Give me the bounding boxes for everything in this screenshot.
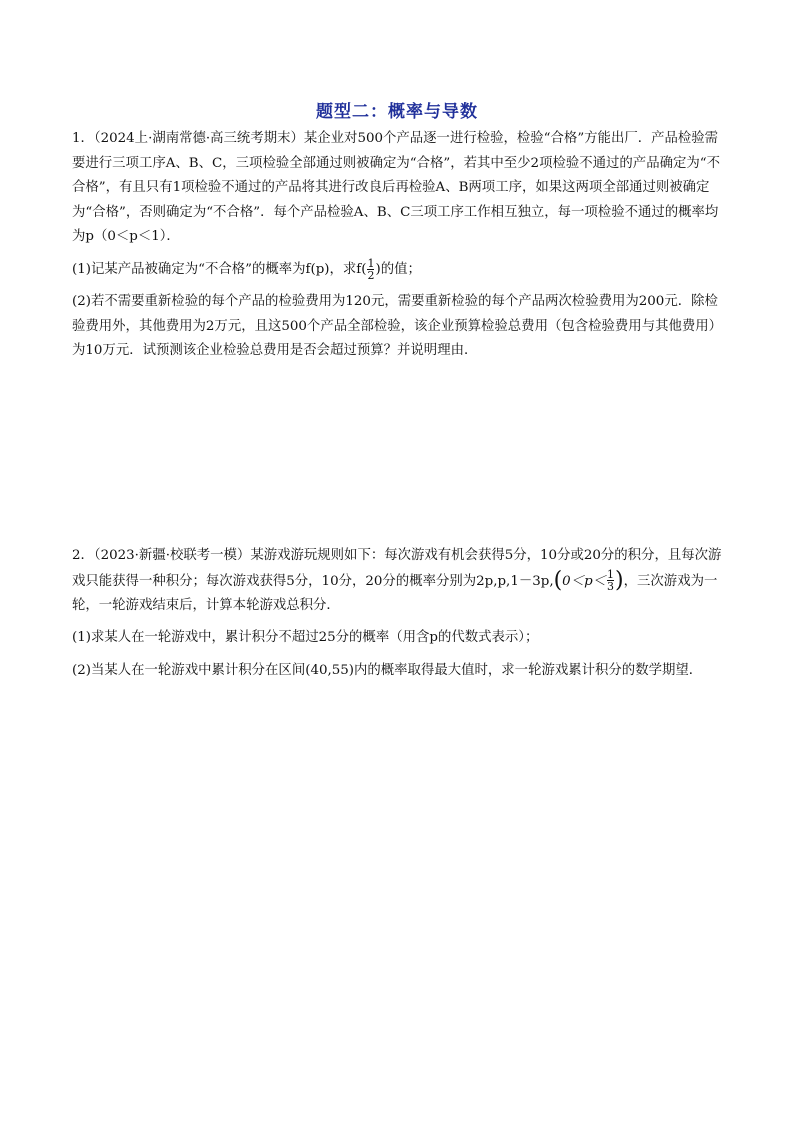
question-1-part-1 [72,258,722,283]
question-1 [72,127,722,364]
right-paren: ) [615,567,624,593]
q2-stem-suffix: ，三次游戏为一轮，一轮游戏结束后，计算本轮游戏总积分． [72,573,718,613]
question-2-part-2: (2)当某人在一轮游戏中累计积分在区间(40,55)内的概率取得最大值时，求一轮游戏累计积分的数学期望． [72,662,703,678]
section-title: 题型二：概率与导数 [316,102,478,122]
fraction-one-third [607,569,614,592]
q2-condition: 0＜p＜ [562,573,607,589]
fraction-denominator: 2 [367,268,375,282]
question-1-part-2: (2)若不需要重新检验的每个产品的检验费用为120元，需要重新检验的每个产品两次检验费用为200元．除检验费用外，其他费用为2万元，且这500个产品全部检验，该企业预算检验总费用（包含检验费用与其他费用）为10万元．试预测该企业检验总费用是否会超过预算？并说明理由． [72,294,718,358]
question-2-stem [72,544,722,618]
fraction-one-half [367,258,374,281]
q1-part1-suffix: )的值； [375,261,421,277]
fraction-denominator: 3 [607,580,615,594]
question-2-part-1: (1)求某人在一轮游戏中，累计积分不超过25分的概率（用含p的代数式表示）； [72,630,539,646]
fraction-numerator: 1 [607,568,615,582]
q2-stem-prefix: 2．（2023·新疆·校联考一模）某游戏游玩规则如下：每次游戏有机会获得5分，10分或20分的积分，且每次游戏只能获得一种积分；每次游戏获得5分，10分，20分的概率分别为2p,p,1－3p, [72,548,722,589]
left-paren: ( [553,567,563,593]
question-2 [72,544,722,683]
q1-part1-prefix: (1)记某产品被确定为“不合格”的概率为f(p)，求f( [72,261,367,277]
fraction-numerator: 1 [367,256,375,270]
question-1-stem: 1．（2024上·湖南常德·高三统考期末）某企业对500个产品逐一进行检验，检验“合格”方能出厂．产品检验需要进行三项工序A、B、C，三项检验全部通过则被确定为“合格”，若其中至少2项检验不通过的产品确定为“不合格”，有且只有1项检验不通过的产品将其进行改良后再检验A、B两项工序，如果这两项全部通过则被确定为“合格”，否则确定为“不合格”．每个产品检验A、B、C三项工序工作相互独立，每一项检验不通过的概率均为p（0＜p＜1）． [72,131,720,244]
